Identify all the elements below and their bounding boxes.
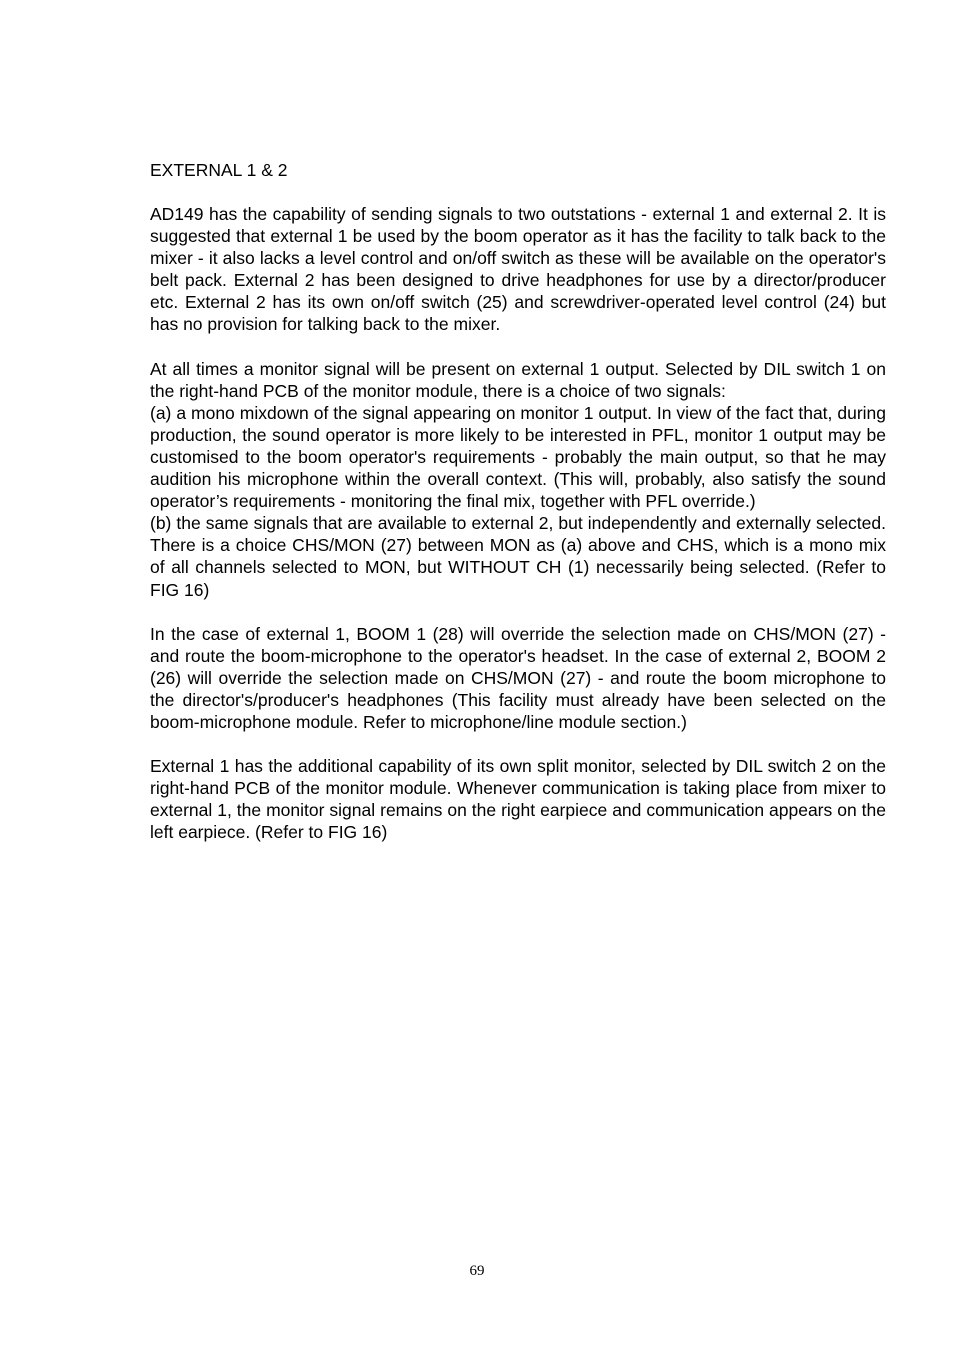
paragraph-split-monitor: External 1 has the additional capability of its own split monitor, selected by DIL switch 2 on the right-hand PCB of the monitor module. Whenever communication is taking place from mixer to external 1, the monitor signal remains on the right earpiece and communication appears on the left earpiece. (Refer to FIG 16) [150,756,886,843]
section-heading: EXTERNAL 1 & 2 [150,160,288,180]
page-number: 69 [469,1263,485,1279]
paragraph-option-b: (b) the same signals that are available to external 2, but independently and externally selected. There is a choice CHS/MON (27) between MON as (a) above and CHS, which is a mono mix of all channels selected to MON, but WITHOUT CH (1) necessarily being selected. (Refer to FIG 16) [150,513,886,600]
paragraph-option-a: (a) a mono mixdown of the signal appearing on monitor 1 output. In view of the fact that, during production, the sound operator is more likely to be interested in PFL, monitor 1 output may be customised to the boom operator's requirements - probably the main output, so that he may audition his microphone within the overall context. (This will, probably, also satisfy the sound operator’s requirements - monitoring the final mix, together with PFL override.) [150,402,886,512]
paragraph-boom-override: In the case of external 1, BOOM 1 (28) will override the selection made on CHS/MON (27) - and route the boom-microphone to the operator's headset. In the case of external 2, BOOM 2 (26) will override the selection made on CHS/MON (27) - and route the boom microphone to the director's/producer's headphones (This facility must already have been selected on the boom-microphone module. Refer to microphone/line module section.) [150,623,886,732]
paragraph-monitor-signal: At all times a monitor signal will be present on external 1 output. Selected by DIL switch 1 on the right-hand PCB of the monitor module, there is a choice of two signals: [150,358,886,401]
paragraph-outstations: AD149 has the capability of sending signals to two outstations - external 1 and external 2. It is suggested that external 1 be used by the boom operator as it has the facility to talk back to the mixer - it also lacks a level control and on/off switch as these will be available on the operator's belt pack. External 2 has been designed to drive headphones for use by a director/producer etc. External 2 has its own on/off switch (25) and screwdriver-operated level control (24) but has no provision for talking back to the mixer. [150,204,886,335]
document-body [150,159,886,865]
